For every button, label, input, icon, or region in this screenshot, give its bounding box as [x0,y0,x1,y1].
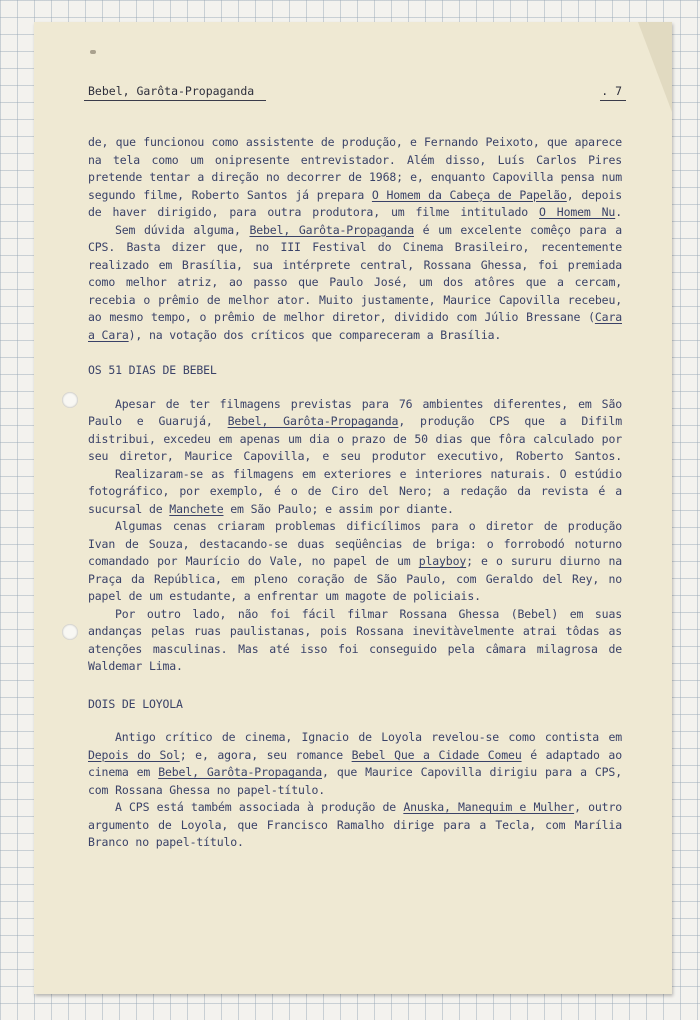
pin-mark [90,50,96,54]
film-title: Anuska, Manequim e Mulher [403,800,575,814]
paragraph: Apesar de ter filmagens previstas para 76 ambientes diferentes, em São Paulo e Guarujá, Bebel, Garôta-Propaganda, produção CPS que a Difilm distribui, excedeu em apenas um dia o prazo de 50 dias que fôra calculado por seu diretor, Maurice Capovilla, e seu produtor executivo, Roberto Santos. [88,396,622,463]
paragraph: Por outro lado, não foi fácil filmar Rossana Ghessa (Bebel) em suas andanças pelas ruas paulistanas, pois Rossana inevitàvelmente atrai tôdas as atenções masculinas. Mas até isso foi conseguido pela câmara milagrosa de Waldemar Lima. [88,606,622,673]
film-title: O Homem Nu [539,205,616,219]
film-title: O Homem da Cabeça de Papelão [371,187,567,202]
page-header [88,80,622,102]
punch-hole [62,624,78,640]
film-title: Bebel, Garôta-Propaganda [158,765,323,779]
paragraph: Realizaram-se as filmagens em exteriores e interiores naturais. O estúdio fotográfico, por exemplo, é o de Ciro del Nero; a redação da revista é a sucursal de Manchete em São Paulo; e assim por diante. [88,466,622,516]
paragraph: Antigo crítico de cinema, Ignacio de Loyola revelou-se como contista em Depois do Sol; e, agora, seu romance Bebel Que a Cidade Comeu é adaptado ao cinema em Bebel, Garôta-Propaganda, que Maurice Capovilla dirigiu para a CPS, com Rossana Ghessa no papel-título. [88,730,622,797]
paragraph: Algumas cenas criaram problemas dificílimos para o diretor de produção Ivan de Souza, destacando-se duas seqüências de briga: o forrobodó noturno comandado por Maurício do Vale, no papel de um playboy; e o sururu diurno na Praça da República, em pleno coração de São Paulo, com Geraldo del Rey, no papel de um estudante, a enfrentar um magote de policiais. [88,519,622,603]
magazine-title: Manchete [169,501,224,516]
title-underline [84,100,266,101]
film-title: Bebel, Garôta-Propaganda [249,222,414,237]
document-page [34,22,672,994]
paragraph: A CPS está também associada à produção de Anuska, Manequim e Mulher, outro argumento de Loyola, que Francisco Ramalho dirige para a Tecla, com Marília Branco no papel-título. [88,800,623,849]
punch-hole [62,392,78,408]
paragraph: Sem dúvida alguma, Bebel, Garôta-Propaganda é um excelente comêço para a CPS. Basta dizer que, no III Festival do Cinema Brasileiro, recentemente realizado em Brasília, sua intérprete central, Rossana Ghessa, foi premiada como melhor atriz, ao passo que Paulo José, um dos atôres que a cercam, recebia o prêmio de melhor ator. Muito justamente, Maurice Capovilla recebeu, ao mesmo tempo, o prêmio de melhor diretor, dividido com Júlio Bressane (Cara a Cara), na votação dos críticos que compareceram a Brasília. [88,222,622,342]
paragraph: de, que funcionou como assistente de produção, e Fernando Peixoto, que aparece na tela como um onipresente entrevistador. Além disso, Luís Carlos Pires pretende tentar a direção no decorrer de 1968; e, enquanto Capovilla pensa num segundo filme, Roberto Santos já prepara O Homem da Cabeça de Papelão, depois de haver dirigido, para outra produtora, um filme intitulado O Homem Nu. [88,135,622,219]
film-title: Bebel, Garôta-Propaganda [227,414,399,428]
folded-corner [638,22,672,112]
book-title: Depois do Sol [88,747,180,762]
document-body [88,134,622,852]
page-number-underline [600,100,626,101]
book-title: Bebel Que a Cidade Comeu [351,747,522,762]
running-title: Bebel, Garôta-Propaganda [88,84,255,98]
section-heading: OS 51 DIAS DE BEBEL [88,363,217,377]
section-heading: DOIS DE LOYOLA [88,696,183,711]
page-number: . 7 [601,84,622,98]
film-title: Cara a Cara [88,310,622,342]
emphasized-term: playboy [418,554,467,568]
